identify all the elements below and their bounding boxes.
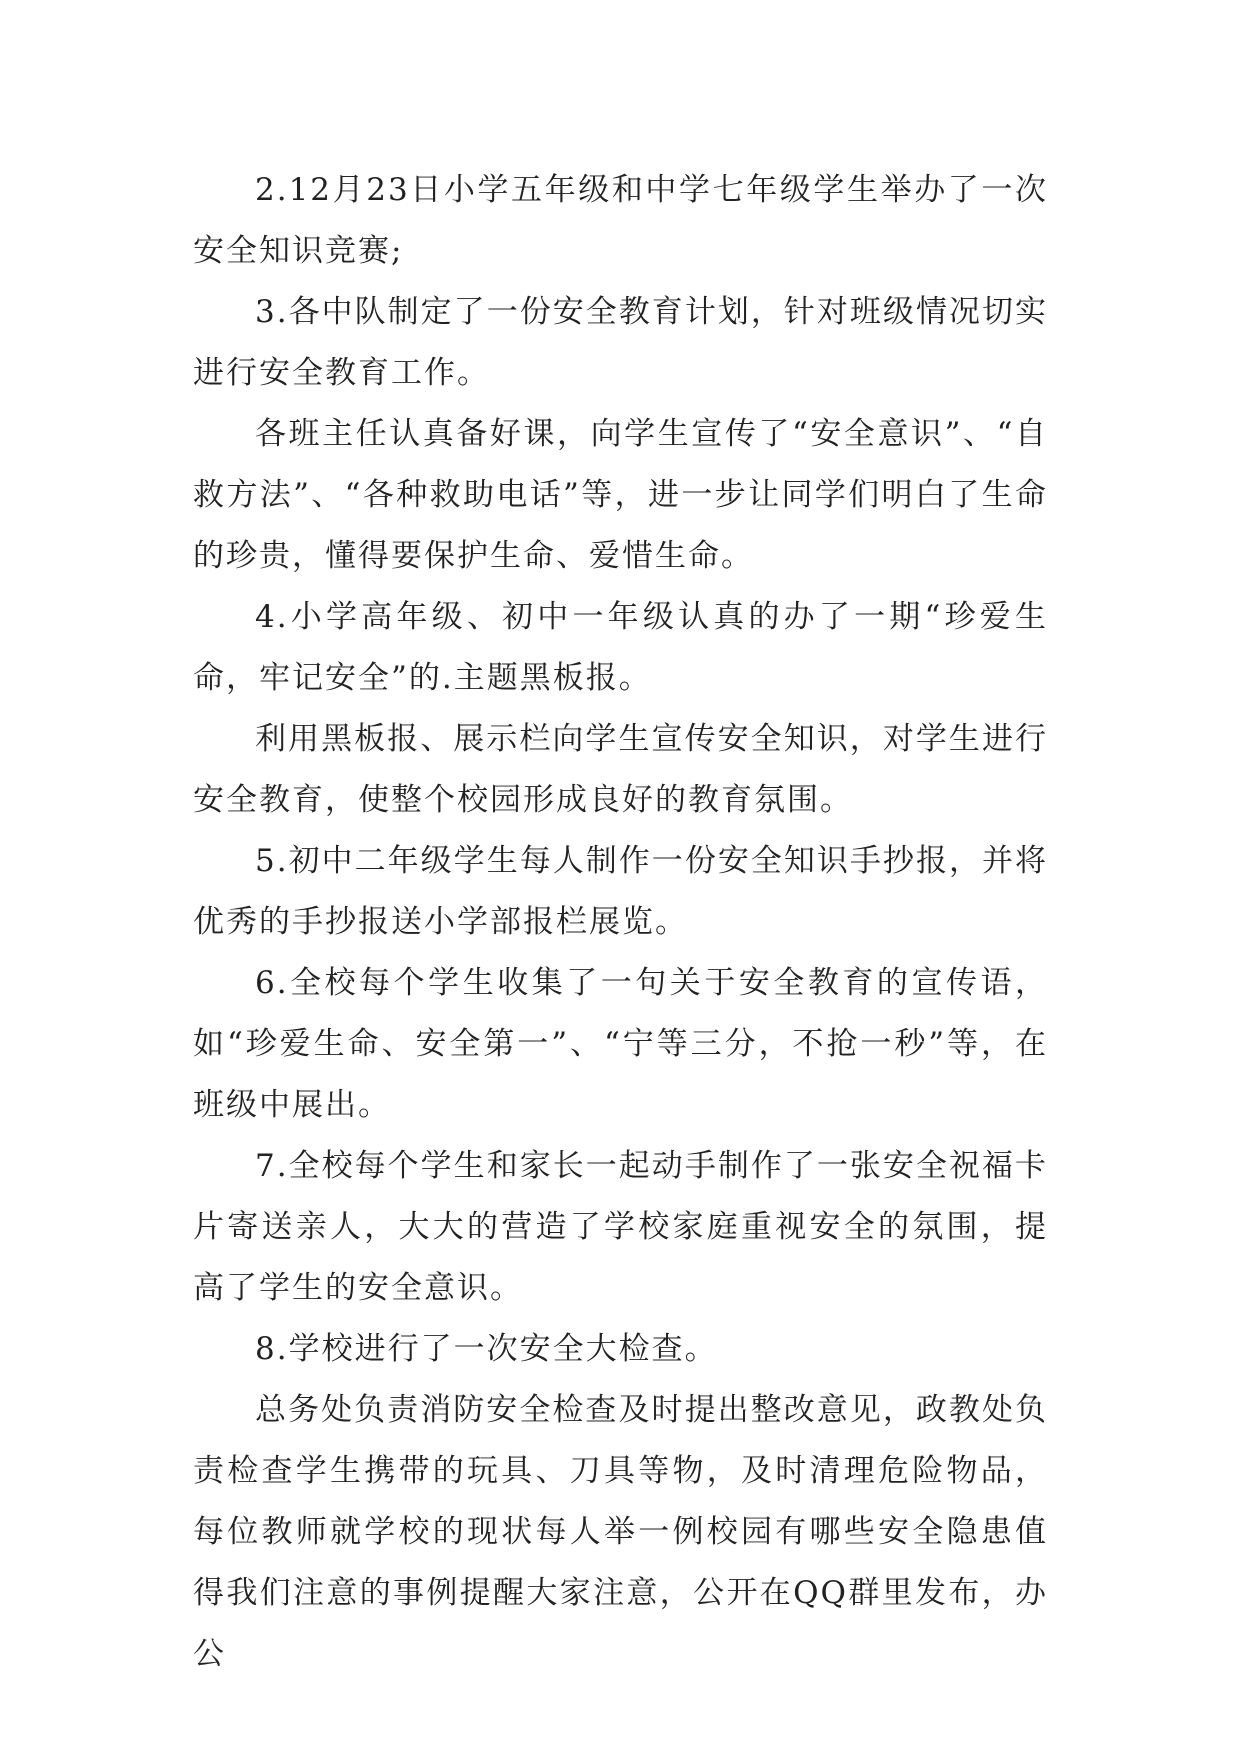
paragraph-item-4-blackboard: 4.小学高年级、初中一年级认真的办了一期“珍爱生命，牢记安全”的.主题黑板报。	[193, 599, 1048, 696]
paragraph-item-6-slogans: 6.全校每个学生收集了一句关于安全教育的宣传语，如“珍爱生命、安全第一”、“宁等三分，不抢一秒”等，在班级中展出。	[193, 965, 1048, 1123]
document-body	[193, 160, 1048, 1685]
paragraph-item-8-inspection: 8.学校进行了一次安全大检查。	[255, 1331, 718, 1367]
paragraph-class-teachers: 各班主任认真备好课，向学生宣传了“安全意识”、“自救方法”、“各种救助电话”等，进一步让同学们明白了生命的珍贵，懂得要保护生命、爱惜生命。	[193, 416, 1048, 574]
paragraph-inspection-details: 总务处负责消防安全检查及时提出整改意见，政教处负责检查学生携带的玩具、刀具等物，及时清理危险物品，每位教师就学校的现状每人举一例校园有哪些安全隐患值得我们注意的事例提醒大家注意，公开在QQ群里发布，办公	[193, 1392, 1048, 1672]
paragraph-item-2-competition: 2.12月23日小学五年级和中学七年级学生举办了一次安全知识竞赛;	[193, 172, 1048, 269]
paragraph-item-3-plan: 3.各中队制定了一份安全教育计划，针对班级情况切实进行安全教育工作。	[193, 294, 1048, 391]
paragraph-item-7-cards: 7.全校每个学生和家长一起动手制作了一张安全祝福卡片寄送亲人，大大的营造了学校家庭重视安全的氛围，提高了学生的安全意识。	[193, 1148, 1048, 1306]
paragraph-blackboard-usage: 利用黑板报、展示栏向学生宣传安全知识，对学生进行安全教育，使整个校园形成良好的教育氛围。	[193, 721, 1048, 818]
paragraph-item-5-handwritten-paper: 5.初中二年级学生每人制作一份安全知识手抄报，并将优秀的手抄报送小学部报栏展览。	[193, 843, 1048, 940]
